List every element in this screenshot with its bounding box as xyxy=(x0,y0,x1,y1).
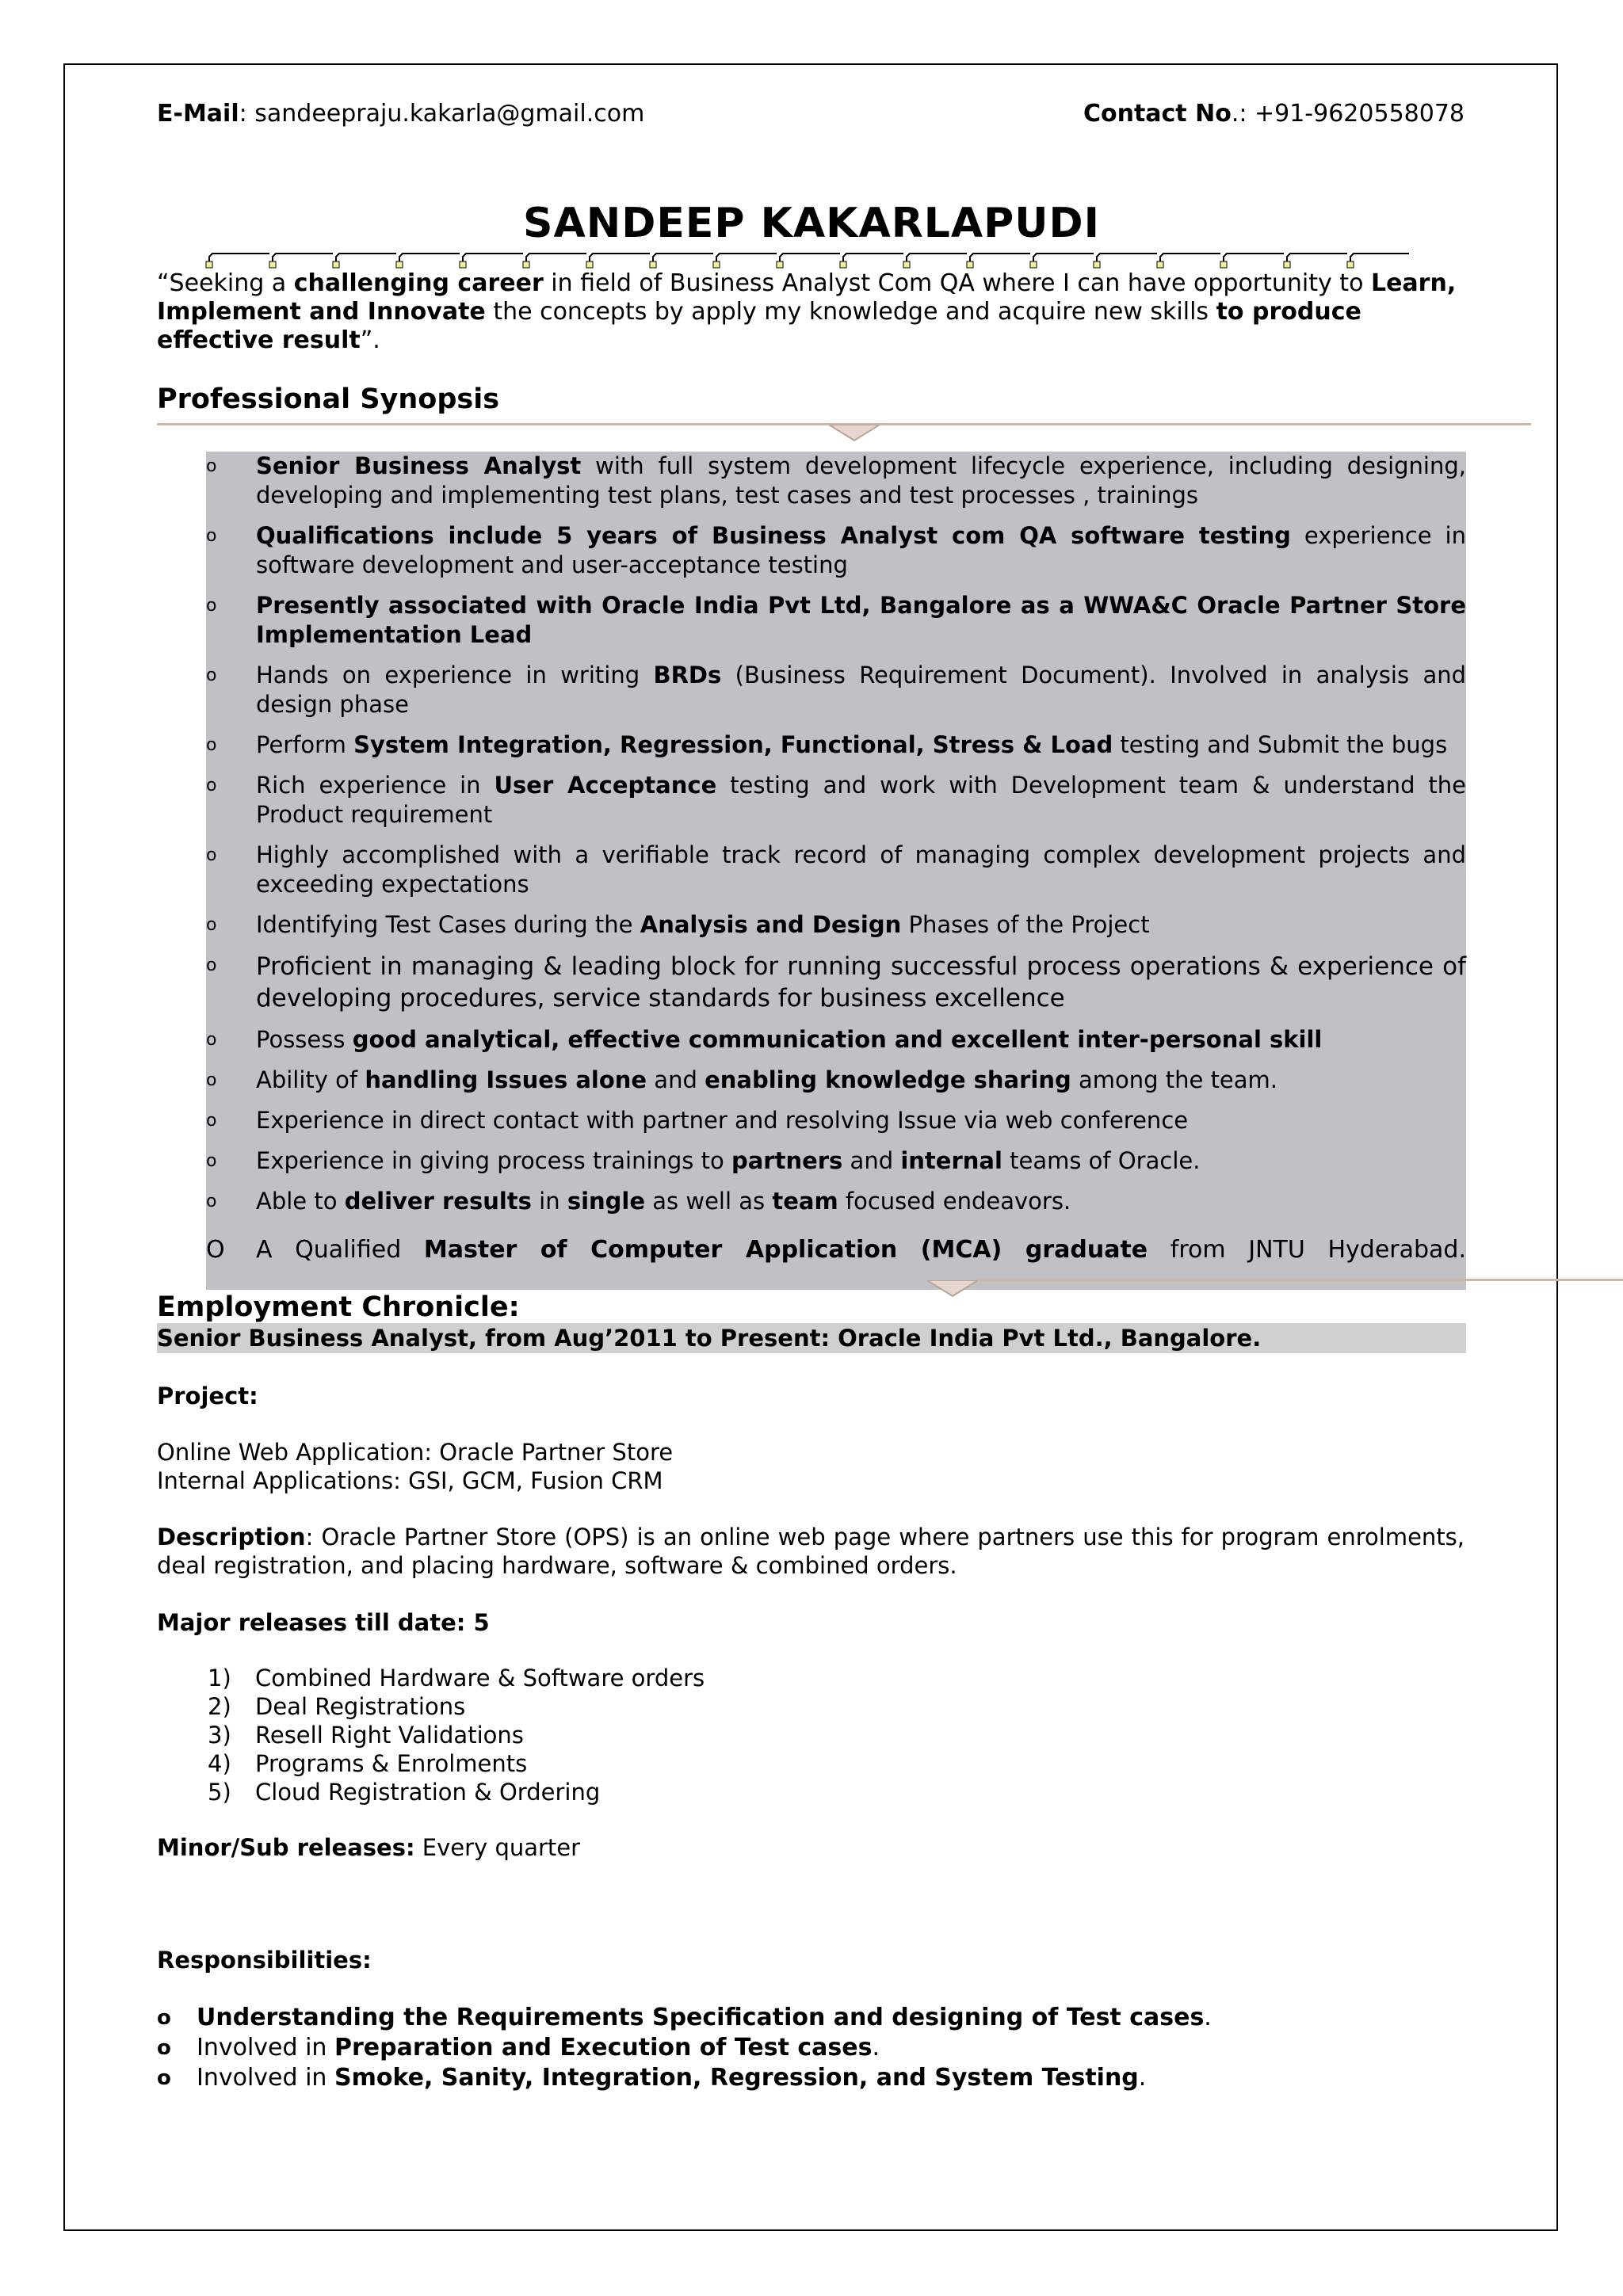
ornament-segment xyxy=(1160,254,1220,266)
contact-label: Contact No xyxy=(1083,100,1232,128)
bullet-icon: o xyxy=(157,2066,171,2090)
ornament-square xyxy=(840,261,846,268)
name-underline-ornament xyxy=(204,250,1409,269)
text-run: good analytical, effective communication and excellent inter-personal skill xyxy=(352,1026,1323,1053)
text-run: single xyxy=(567,1188,646,1215)
major-releases-label: Major releases till date: 5 xyxy=(157,1609,490,1636)
ornament-segment xyxy=(970,254,1030,266)
ornament-square xyxy=(903,261,910,268)
ornament-square xyxy=(206,261,212,268)
bullet-icon: O xyxy=(206,1236,225,1264)
text-run: to produce effective result xyxy=(157,298,1361,354)
release-text: Combined Hardware & Software orders xyxy=(255,1665,705,1691)
text-run: Experience in direct contact with partner and resolving Issue via web conference xyxy=(256,1107,1189,1134)
candidate-name: SANDEEP KAKARLAPUDI xyxy=(523,200,1100,247)
ornament-segment xyxy=(716,254,777,266)
ornament-segment xyxy=(1350,254,1409,266)
text-run: Smoke, Sanity, Integration, Regression, and System Testing xyxy=(334,2064,1139,2092)
text-run: System Integration, Regression, Functional, Stress & Load xyxy=(353,731,1113,758)
text-run: testing and work with Development team & understand the Product requirement xyxy=(256,772,1466,828)
ornament-square xyxy=(269,261,276,268)
bullet-icon: o xyxy=(206,666,217,685)
ornament-segment xyxy=(1287,254,1347,266)
text-run: A Qualified xyxy=(256,1236,424,1264)
text-run: ”. xyxy=(360,326,380,354)
project-label: Project: xyxy=(157,1383,258,1409)
bullet-icon: o xyxy=(206,735,217,755)
bullet-icon: o xyxy=(206,1111,217,1131)
text-run: handling Issues alone xyxy=(365,1066,647,1093)
ornament-segment xyxy=(780,254,840,266)
text-run: deliver results xyxy=(344,1188,532,1215)
synopsis-item xyxy=(206,591,1466,650)
ornament-square xyxy=(650,261,656,268)
ornament-square xyxy=(586,261,593,268)
text-run: the concepts by apply my knowledge and acquire new skills xyxy=(485,298,1216,326)
release-text: Resell Right Validations xyxy=(255,1722,524,1749)
bullet-icon: o xyxy=(206,526,217,546)
text-run: Learn, Implement and Innovate xyxy=(157,269,1457,326)
ornament-segment xyxy=(843,254,903,266)
text-run: Master of Computer Application (MCA) graduate xyxy=(423,1236,1148,1264)
text-run: . xyxy=(1204,2004,1212,2031)
ornament-square xyxy=(1284,261,1290,268)
ornament-segment xyxy=(1033,254,1094,266)
release-number: 2) xyxy=(208,1693,231,1720)
synopsis-heading: Professional Synopsis xyxy=(157,383,500,415)
text-run: Hands on experience in writing xyxy=(256,662,654,688)
employment-heading: Employment Chronicle: xyxy=(157,1291,520,1323)
responsibility-item xyxy=(157,2003,1212,2033)
bullet-icon: o xyxy=(206,1192,217,1211)
contact-value: .: +91-9620558078 xyxy=(1231,100,1465,128)
text-run: Understanding the Requirements Specification and designing of Test cases xyxy=(197,2004,1205,2031)
email-label: E-Mail xyxy=(157,100,239,128)
project-line-2: Internal Applications: GSI, GCM, Fusion CRM xyxy=(157,1467,663,1494)
text-run: as well as xyxy=(645,1188,773,1215)
ornament-segment xyxy=(653,254,713,266)
release-list xyxy=(157,1664,705,1806)
text-run: (Business Requirement Document). Involved in analysis and design phase xyxy=(256,662,1466,718)
ornament-square xyxy=(713,261,720,268)
text-run: . xyxy=(872,2034,880,2061)
responsibility-item xyxy=(157,2063,1212,2093)
ornament-square xyxy=(1094,261,1100,268)
project-line-1: Online Web Application: Oracle Partner Store xyxy=(157,1439,674,1466)
ornament-segment xyxy=(399,254,460,266)
release-text: Programs & Enrolments xyxy=(255,1750,528,1777)
bullet-icon: o xyxy=(206,456,217,476)
text-run: enabling knowledge sharing xyxy=(705,1066,1071,1093)
release-item xyxy=(157,1778,705,1806)
text-run: User Acceptance xyxy=(494,772,717,799)
release-item xyxy=(157,1664,705,1692)
ornament-square xyxy=(1030,261,1037,268)
bullet-icon: o xyxy=(206,1070,217,1090)
text-run: Possess xyxy=(256,1026,353,1053)
employment-divider-notch-icon xyxy=(927,1280,978,1299)
synopsis-item xyxy=(206,521,1466,580)
text-run: Analysis and Design xyxy=(640,911,902,938)
text-run: and xyxy=(842,1147,901,1174)
bullet-icon: o xyxy=(206,776,217,795)
description-label: Description xyxy=(157,1524,306,1550)
synopsis-list xyxy=(206,452,1466,1276)
text-run: experience in software development and user-acceptance testing xyxy=(256,522,1466,578)
release-number: 1) xyxy=(208,1665,231,1691)
minor-releases xyxy=(157,1833,580,1862)
release-text: Cloud Registration & Ordering xyxy=(255,1779,601,1806)
ornament-square xyxy=(1157,261,1163,268)
ornament-segment xyxy=(590,254,650,266)
text-run: Qualifications include 5 years of Business Analyst com QA software testing xyxy=(256,522,1291,549)
ornament-square xyxy=(396,261,403,268)
text-run: Involved in xyxy=(197,2034,334,2061)
text-run: partners xyxy=(731,1147,843,1174)
text-run: . xyxy=(1138,2064,1147,2092)
synopsis-item xyxy=(206,1025,1466,1055)
text-run: Presently associated with Oracle India Pvt Ltd, Bangalore as a WWA&C Oracle Partner Store Implementation Lead xyxy=(256,592,1466,648)
synopsis-item xyxy=(206,452,1466,510)
bullet-icon: o xyxy=(206,955,217,975)
text-run: internal xyxy=(900,1147,1002,1174)
synopsis-item xyxy=(206,1187,1466,1216)
email-line xyxy=(157,100,644,128)
ornament-square xyxy=(777,261,783,268)
text-run: Identifying Test Cases during the xyxy=(256,911,640,938)
text-run: “Seeking a xyxy=(157,269,294,297)
synopsis-item xyxy=(206,661,1466,719)
release-number: 3) xyxy=(208,1722,231,1749)
bullet-icon: o xyxy=(157,2006,171,2030)
ornament-segment xyxy=(273,254,333,266)
text-run: team xyxy=(772,1188,838,1215)
responsibilities-list xyxy=(157,2003,1212,2093)
text-run: BRDs xyxy=(653,662,722,688)
ornament-segment xyxy=(1097,254,1157,266)
ornament-square xyxy=(1220,261,1227,268)
text-run: Rich experience in xyxy=(256,772,495,799)
text-run: in xyxy=(531,1188,567,1215)
text-run: challenging career xyxy=(293,269,544,297)
text-run: Highly accomplished with a verifiable track record of managing complex development projects and exceeding expectations xyxy=(256,841,1466,898)
synopsis-item xyxy=(206,910,1466,940)
bullet-icon: o xyxy=(206,1151,217,1171)
text-run: with full system development lifecycle experience, including designing, developing and implementing test plans, test cases and test processes , trainings xyxy=(256,452,1466,509)
ornament-segment xyxy=(336,254,396,266)
ornament-square xyxy=(460,261,466,268)
text-run: Involved in xyxy=(197,2064,334,2092)
synopsis-item xyxy=(206,771,1466,830)
text-run: Preparation and Execution of Test cases xyxy=(334,2034,873,2061)
text-run: Able to xyxy=(256,1188,345,1215)
synopsis-item xyxy=(206,1146,1466,1176)
release-number: 4) xyxy=(208,1750,231,1777)
bullet-icon: o xyxy=(206,1030,217,1050)
text-run: testing and Submit the bugs xyxy=(1113,731,1448,758)
responsibility-item xyxy=(157,2033,1212,2063)
ornament-segment xyxy=(526,254,586,266)
synopsis-item xyxy=(206,1235,1466,1264)
role-bar: Senior Business Analyst, from Aug’2011 to Present: Oracle India Pvt Ltd., Bangalore. xyxy=(157,1323,1466,1353)
text-run: focused endeavors. xyxy=(838,1188,1071,1215)
text-run: and xyxy=(647,1066,705,1093)
text-run: Proficient in managing & leading block for running successful process operations & experience of developing procedures, service standards for business excellence xyxy=(256,952,1466,1013)
bullet-icon: o xyxy=(206,596,217,616)
text-run: Ability of xyxy=(256,1066,365,1093)
bullet-icon: o xyxy=(206,845,217,865)
description-text: : Oracle Partner Store (OPS) is an online web page where partners use this for program enrolments, deal registration, and placing hardware, software & combined orders. xyxy=(157,1524,1465,1579)
minor-releases-value: Every quarter xyxy=(414,1834,581,1861)
text-run: Senior Business Analyst xyxy=(256,452,582,479)
release-item xyxy=(157,1749,705,1778)
ornament-square xyxy=(333,261,339,268)
minor-releases-label: Minor/Sub releases: xyxy=(157,1834,415,1861)
ornament-square xyxy=(1347,261,1354,268)
career-objective xyxy=(157,269,1465,355)
project-description xyxy=(157,1523,1465,1580)
synopsis-item xyxy=(206,841,1466,899)
release-item xyxy=(157,1721,705,1749)
ornament-segment xyxy=(907,254,967,266)
release-number: 5) xyxy=(208,1779,231,1806)
synopsis-item xyxy=(206,1106,1466,1135)
text-run: teams of Oracle. xyxy=(1002,1147,1201,1174)
synopsis-item xyxy=(206,1066,1466,1095)
text-run: in field of Business Analyst Com QA where I can have opportunity to xyxy=(543,269,1371,297)
synopsis-item xyxy=(206,951,1466,1014)
employment-divider xyxy=(975,1279,1623,1281)
text-run: among the team. xyxy=(1071,1066,1278,1093)
ornament-segment xyxy=(1224,254,1284,266)
release-item xyxy=(157,1692,705,1721)
text-run: Perform xyxy=(256,731,354,758)
ornament-square xyxy=(523,261,529,268)
synopsis-divider-notch-icon xyxy=(829,425,880,444)
ornament-segment xyxy=(463,254,523,266)
text-run: Experience in giving process trainings to xyxy=(256,1147,731,1174)
text-run: from JNTU Hyderabad. xyxy=(1148,1236,1467,1264)
bullet-icon: o xyxy=(206,915,217,935)
ornament-square xyxy=(967,261,973,268)
bullet-icon: o xyxy=(157,2036,171,2060)
ornament-segment xyxy=(209,254,269,266)
synopsis-item xyxy=(206,730,1466,760)
email-value: : sandeepraju.kakarla@gmail.com xyxy=(239,100,645,128)
text-run: Phases of the Project xyxy=(901,911,1150,938)
release-text: Deal Registrations xyxy=(255,1693,466,1720)
contact-line xyxy=(1083,100,1465,128)
responsibilities-label: Responsibilities: xyxy=(157,1947,372,1974)
